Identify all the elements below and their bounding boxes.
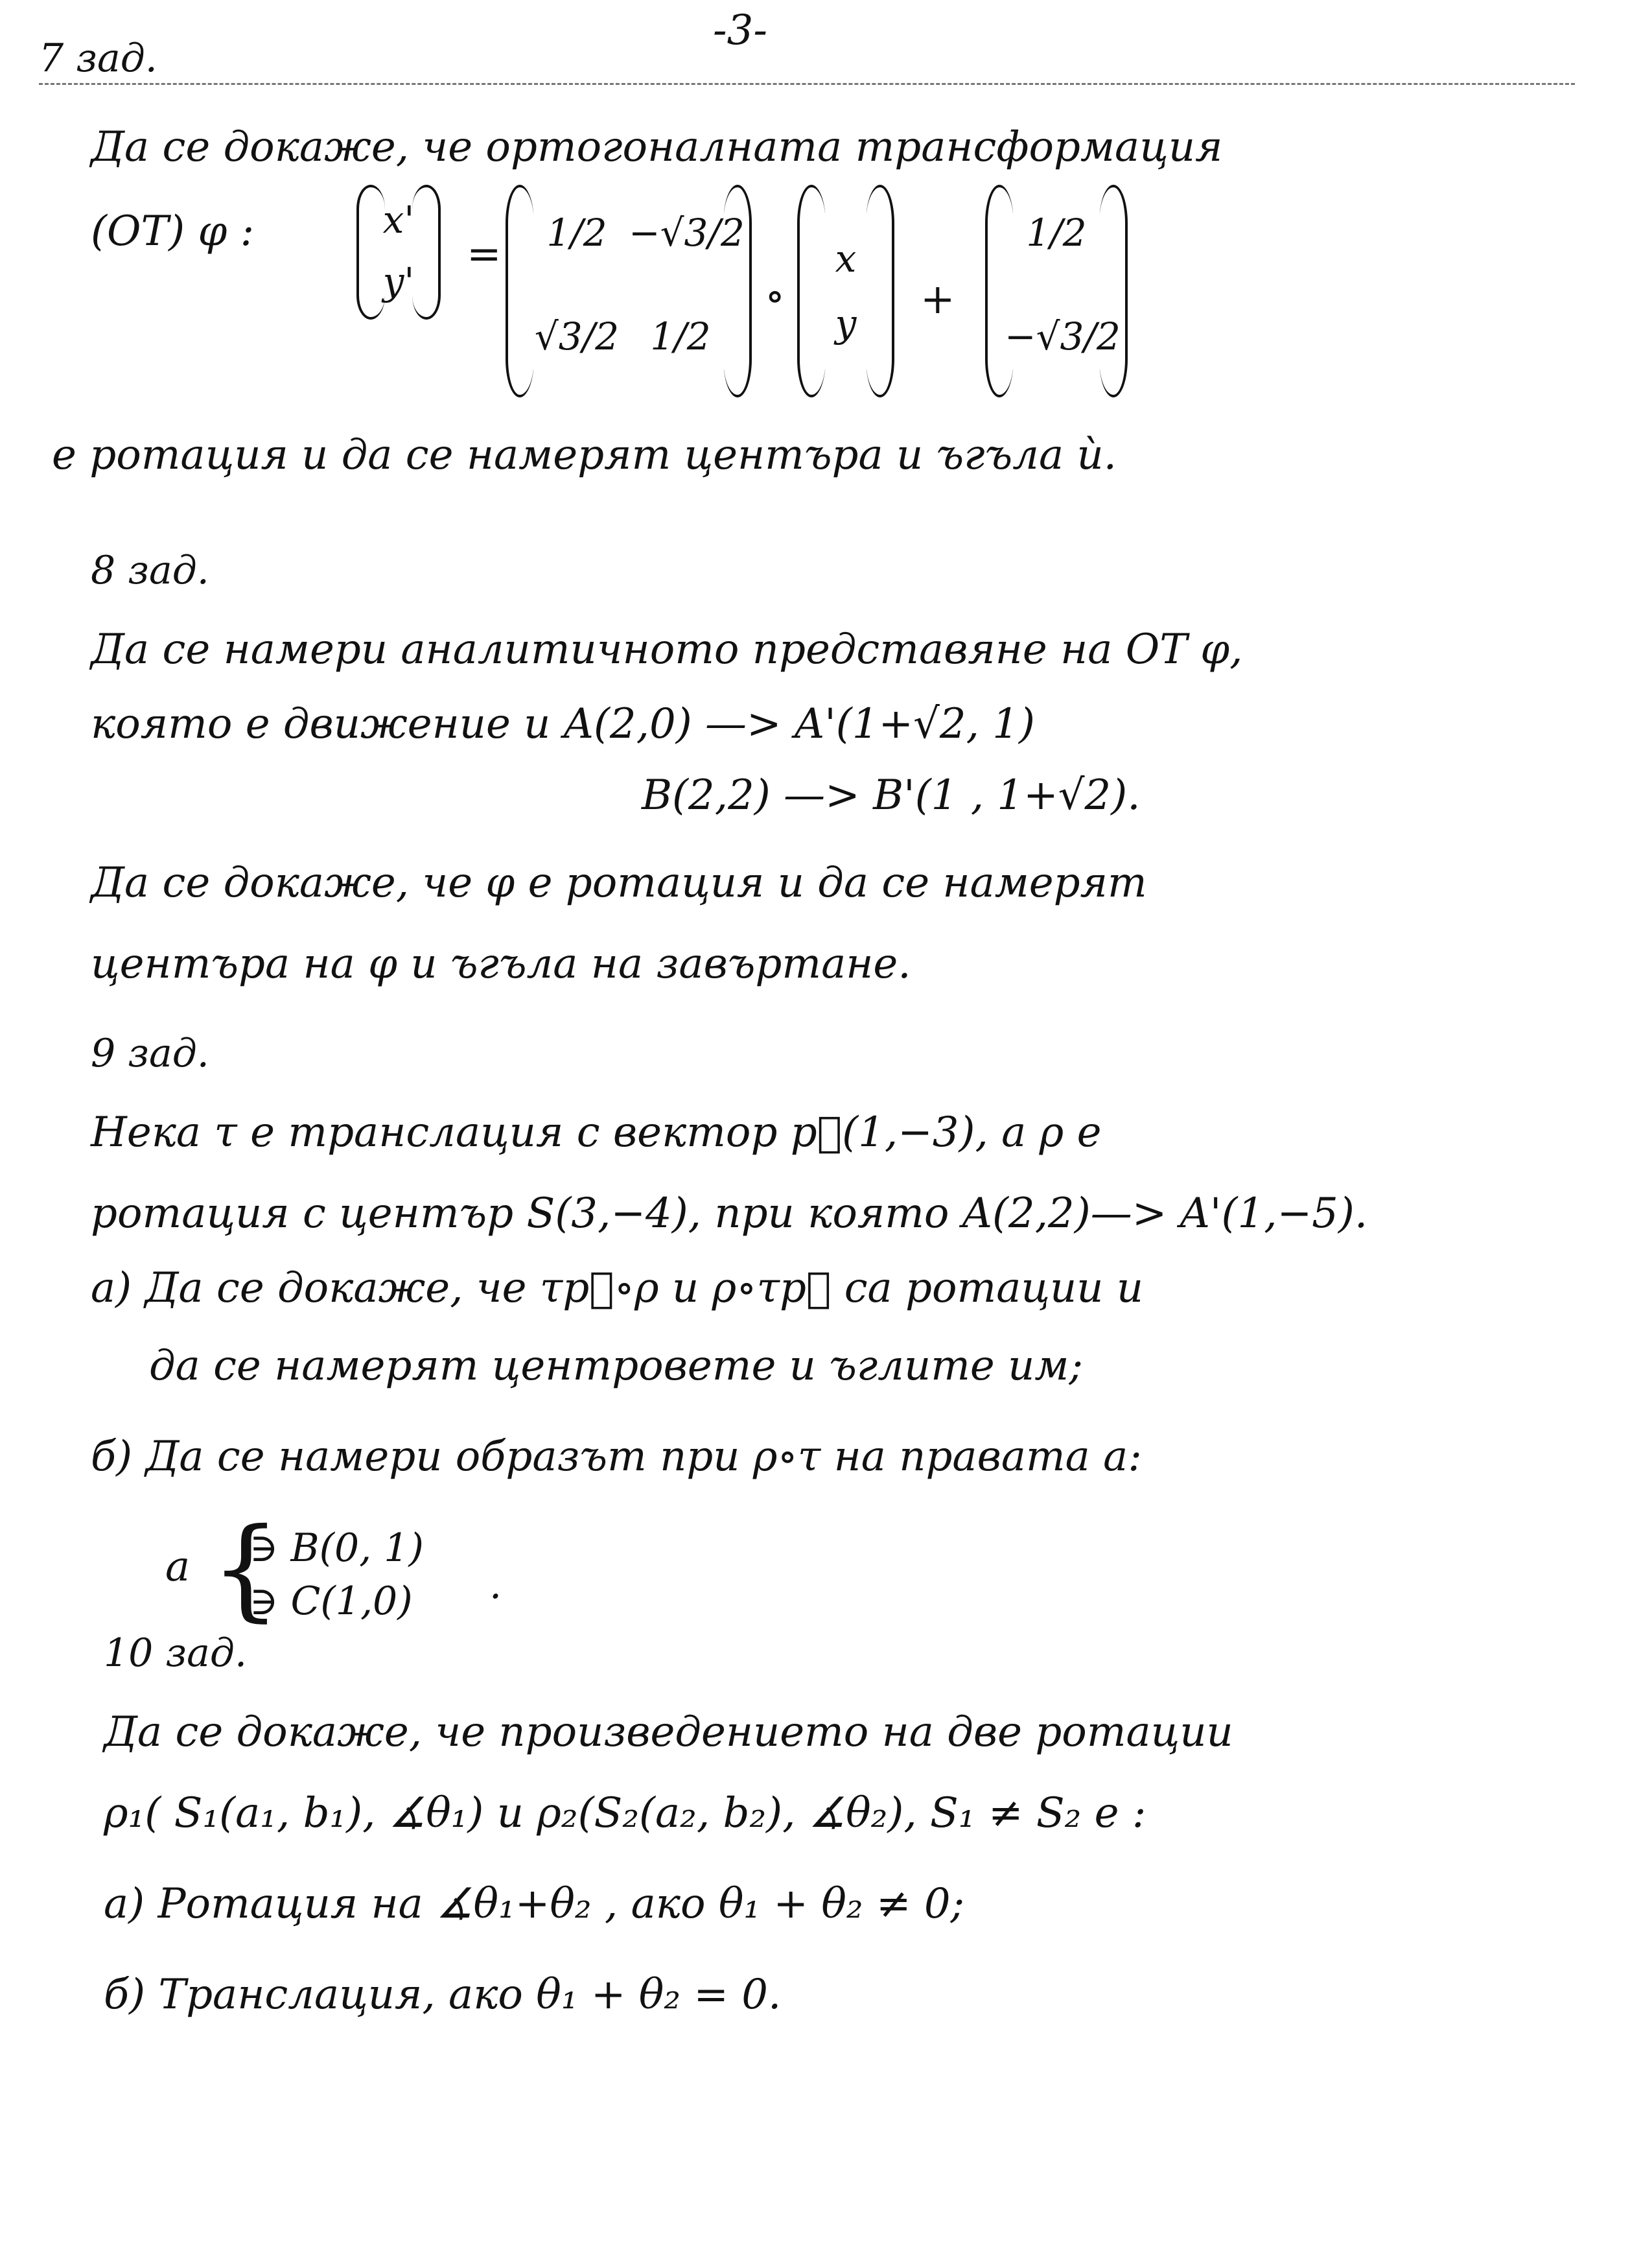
shift-vector (985, 185, 1128, 392)
line-system (165, 1505, 502, 1633)
task-10-heading: 10 зад. (104, 1630, 248, 1676)
product-dot: ∘ (765, 272, 785, 320)
task-8-line-2: която е движение и A(2,0) —> A'(1+√2, 1) (91, 700, 1035, 748)
vec-y: y (835, 301, 857, 346)
xy-vector (797, 185, 894, 392)
task-8-line-3: B(2,2) —> B'(1 , 1+√2). (642, 771, 1141, 819)
task-8-line-5: центъра на φ и ъгъла на завъртане. (91, 940, 911, 988)
task-9-line-5: б) Да се намери образът при ρ∘τ на правата a: (91, 1433, 1142, 1481)
formula-prefix: (ОТ) φ : (91, 207, 255, 255)
top-divider (39, 83, 1575, 85)
task-9-line-4: да се намерят центровете и ъглите им; (149, 1342, 1083, 1390)
lhs-y: y' (382, 259, 415, 303)
task-10-line-3: а) Ротация на ∡θ₁+θ₂ , ако θ₁ + θ₂ ≠ 0; (104, 1880, 965, 1928)
task-8-line-1: Да се намери аналитичното представяне на ОТ φ, (91, 626, 1243, 674)
equals-sign: = (467, 230, 502, 278)
task-7-after: е ротация и да се намерят центъра и ъгъла ѝ. (52, 431, 1117, 479)
task-9-line-1: Нека τ е транслация с вектор p⃗(1,−3), а ρ е (91, 1109, 1102, 1157)
lhs-vector (356, 185, 441, 314)
vec-x: x (835, 237, 857, 281)
system-eq-1: ∋ B(0, 1) (250, 1525, 424, 1571)
system-line-name: a (165, 1543, 191, 1591)
system-end: . (489, 1562, 502, 1608)
shift-2: −√3/2 (1005, 314, 1121, 358)
matrix-a11: 1/2 (546, 211, 607, 255)
matrix-a21: √3/2 (534, 314, 620, 358)
task-7-heading: 7 зад. (39, 36, 157, 81)
system-brace: { (211, 1505, 281, 1633)
task-7-formula (91, 185, 1192, 412)
task-8-heading: 8 зад. (91, 548, 209, 593)
lhs-x: x' (382, 198, 415, 242)
matrix-a22: 1/2 (650, 314, 711, 358)
plus-sign: + (920, 276, 955, 323)
rotation-matrix (506, 185, 752, 392)
page-number: -3- (713, 6, 767, 54)
task-9-line-3: а) Да се докаже, че τp⃗∘ρ и ρ∘τp⃗ са ротации и (91, 1264, 1144, 1312)
task-10-line-4: б) Транслация, ако θ₁ + θ₂ = 0. (104, 1971, 782, 2019)
system-eq-2: ∋ C(1,0) (250, 1579, 413, 1624)
task-9-line-2: ротация с център S(3,−4), при която A(2,2)—> A'(1,−5). (91, 1190, 1368, 1238)
shift-1: 1/2 (1026, 211, 1087, 255)
task-10-line-2: ρ₁( S₁(a₁, b₁), ∡θ₁) и ρ₂(S₂(a₂, b₂), ∡θ₂), S₁ ≠ S₂ е : (104, 1789, 1146, 1837)
task-7-line-1: Да се докаже, че ортогоналната трансформация (91, 123, 1223, 171)
task-8-line-4: Да се докаже, че φ е ротация и да се намерят (91, 859, 1147, 907)
task-10-line-1: Да се докаже, че произведението на две ротации (104, 1708, 1233, 1756)
task-9-heading: 9 зад. (91, 1031, 209, 1076)
matrix-a12: −√3/2 (629, 211, 745, 255)
